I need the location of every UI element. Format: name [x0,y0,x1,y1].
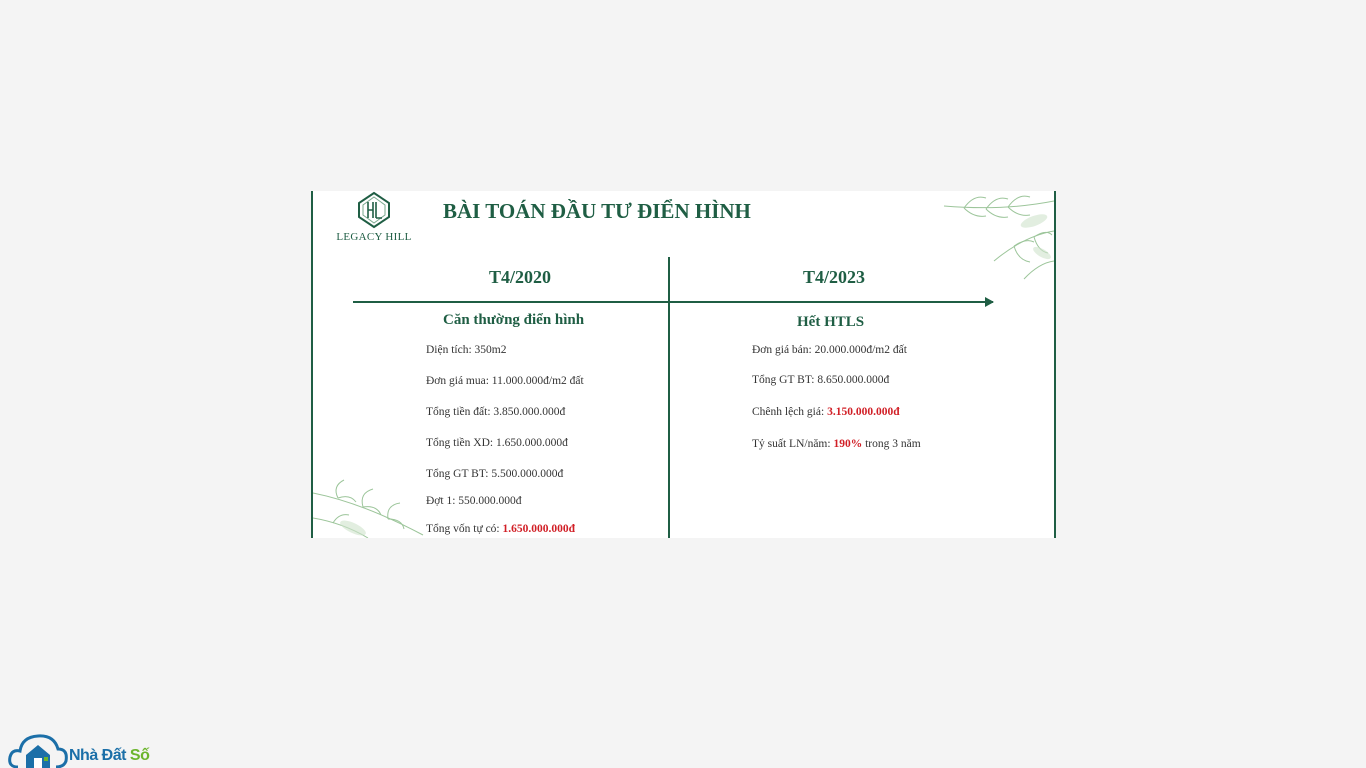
vertical-divider [668,257,670,538]
period-label-right: T4/2023 [803,267,866,287]
slide-title: BÀI TOÁN ĐẦU TƯ ĐIỂN HÌNH [443,199,751,223]
leaf-decoration-bottom-left [313,473,433,538]
nha-dat-so-watermark [8,733,168,768]
left-line-construction-total: Tổng tiền XD: 1.650.000.000đ [426,437,568,449]
watermark-text: Nhà Đất Số [69,747,150,764]
timeline-arrow-icon [985,297,994,307]
profit-rate-value: 190% [833,438,863,450]
left-column-heading: Căn thường điển hình [443,312,585,328]
right-line-price-difference: Chênh lệch giá: 3.150.000.000đ [752,406,900,418]
price-difference-value: 3.150.000.000đ [827,406,900,418]
own-capital-value: 1.650.000.000đ [502,523,576,535]
logo-text: LEGACY HILL [336,231,412,243]
left-line-own-capital: Tổng vốn tự có: 1.650.000.000đ [426,523,576,535]
left-line-purchase-price: Đơn giá mua: 11.000.000đ/m2 đất [426,375,584,387]
legacy-hill-emblem-icon [356,191,392,229]
left-line-area: Diện tích: 350m2 [426,344,507,356]
investment-slide-image [311,191,1056,538]
right-column-heading: Hết HTLS [797,314,865,330]
period-label-left: T4/2020 [489,267,552,287]
right-line-villa-total: Tổng GT BT: 8.650.000.000đ [752,374,890,386]
cloud-house-logo-icon [8,733,68,768]
left-line-phase-1: Đợt 1: 550.000.000đ [426,495,522,507]
right-line-sale-price: Đơn giá bán: 20.000.000đ/m2 đất [752,344,907,356]
timeline-axis [353,301,993,303]
legacy-hill-logo [329,191,419,247]
right-line-profit-rate: Tỷ suất LN/năm: 190% trong 3 năm [752,438,921,450]
leaf-decoration-top-right [924,191,1054,281]
left-line-villa-total: Tổng GT BT: 5.500.000.000đ [426,468,564,480]
left-line-land-total: Tổng tiền đất: 3.850.000.000đ [426,406,566,418]
